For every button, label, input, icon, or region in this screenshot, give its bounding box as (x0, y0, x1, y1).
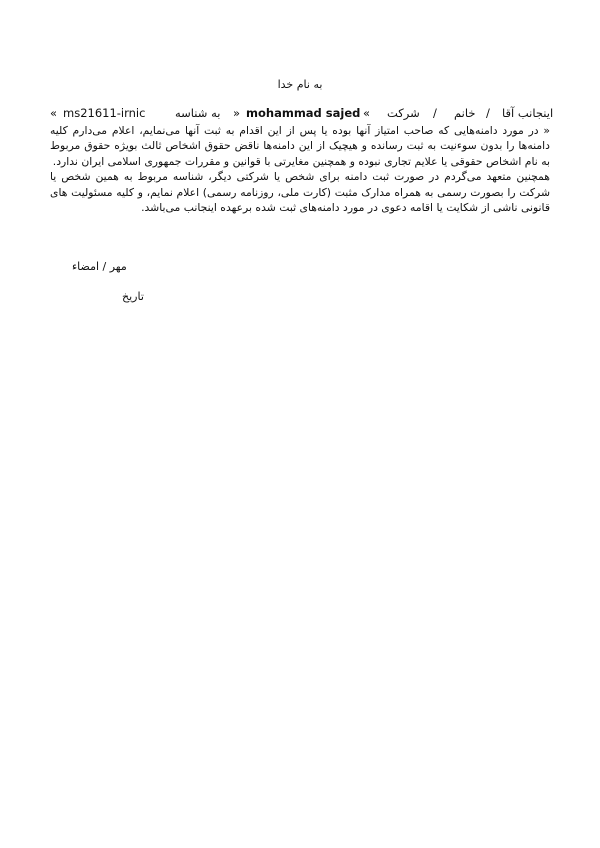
declaration-body (50, 123, 550, 215)
document-title: به نام خدا (277, 78, 323, 91)
declaration-paragraph-2: همچنین متعهد می‌گردم در صورت ثبت دامنه برای شخص یا شرکتی دیگر، شناسه مربوط به همین شخص یا شرکت را بصورت رسمی به همراه مدارک مثبت (کارت ملی، روزنامه رسمی) اعلام نمایم، و کلیه مسئولیت های قانونی ناشی از شکایت یا اقامه دعوی در مورد دامنه‌های ثبت شده برعهده اینجانب می‌باشد. (50, 170, 550, 215)
declarant-line (50, 106, 554, 122)
separator: / (486, 106, 490, 120)
option-company: شرکت (387, 106, 420, 120)
date-label: تاریخ (122, 290, 144, 303)
separator: / (433, 106, 437, 120)
signature-label: مهر / امضاء (72, 260, 127, 273)
name-close-quote: « (363, 106, 371, 120)
domain-holder-id: ms21611-irnic (63, 106, 146, 120)
id-label: به شناسه (175, 106, 221, 120)
option-female: خانم (454, 106, 476, 120)
declarant-name: mohammad sajed (246, 106, 361, 120)
id-close-quote: « (50, 106, 58, 120)
declaration-paragraph-1: « در مورد دامنه‌هایی که صاحب امتیاز آنها بوده یا پس از این اقدام به ثبت آنها می‌نمایم، اعلام می‌دارم کلیه دامنه‌ها را بدون سوءنیت به ثبت رسانده و هیچیک از این دامنه‌ها ناقض حقوق اشخاص ثالث بویژه حقوق مربوط به نام اشخاص حقوقی یا علایم تجاری نبوده و همچنین مغایرتی با قوانین و مقررات جمهوری اسلامی ایران ندارد. (50, 124, 550, 168)
name-open-quote: » (233, 106, 241, 120)
declarant-prefix: اینجانب آقا (502, 106, 554, 120)
